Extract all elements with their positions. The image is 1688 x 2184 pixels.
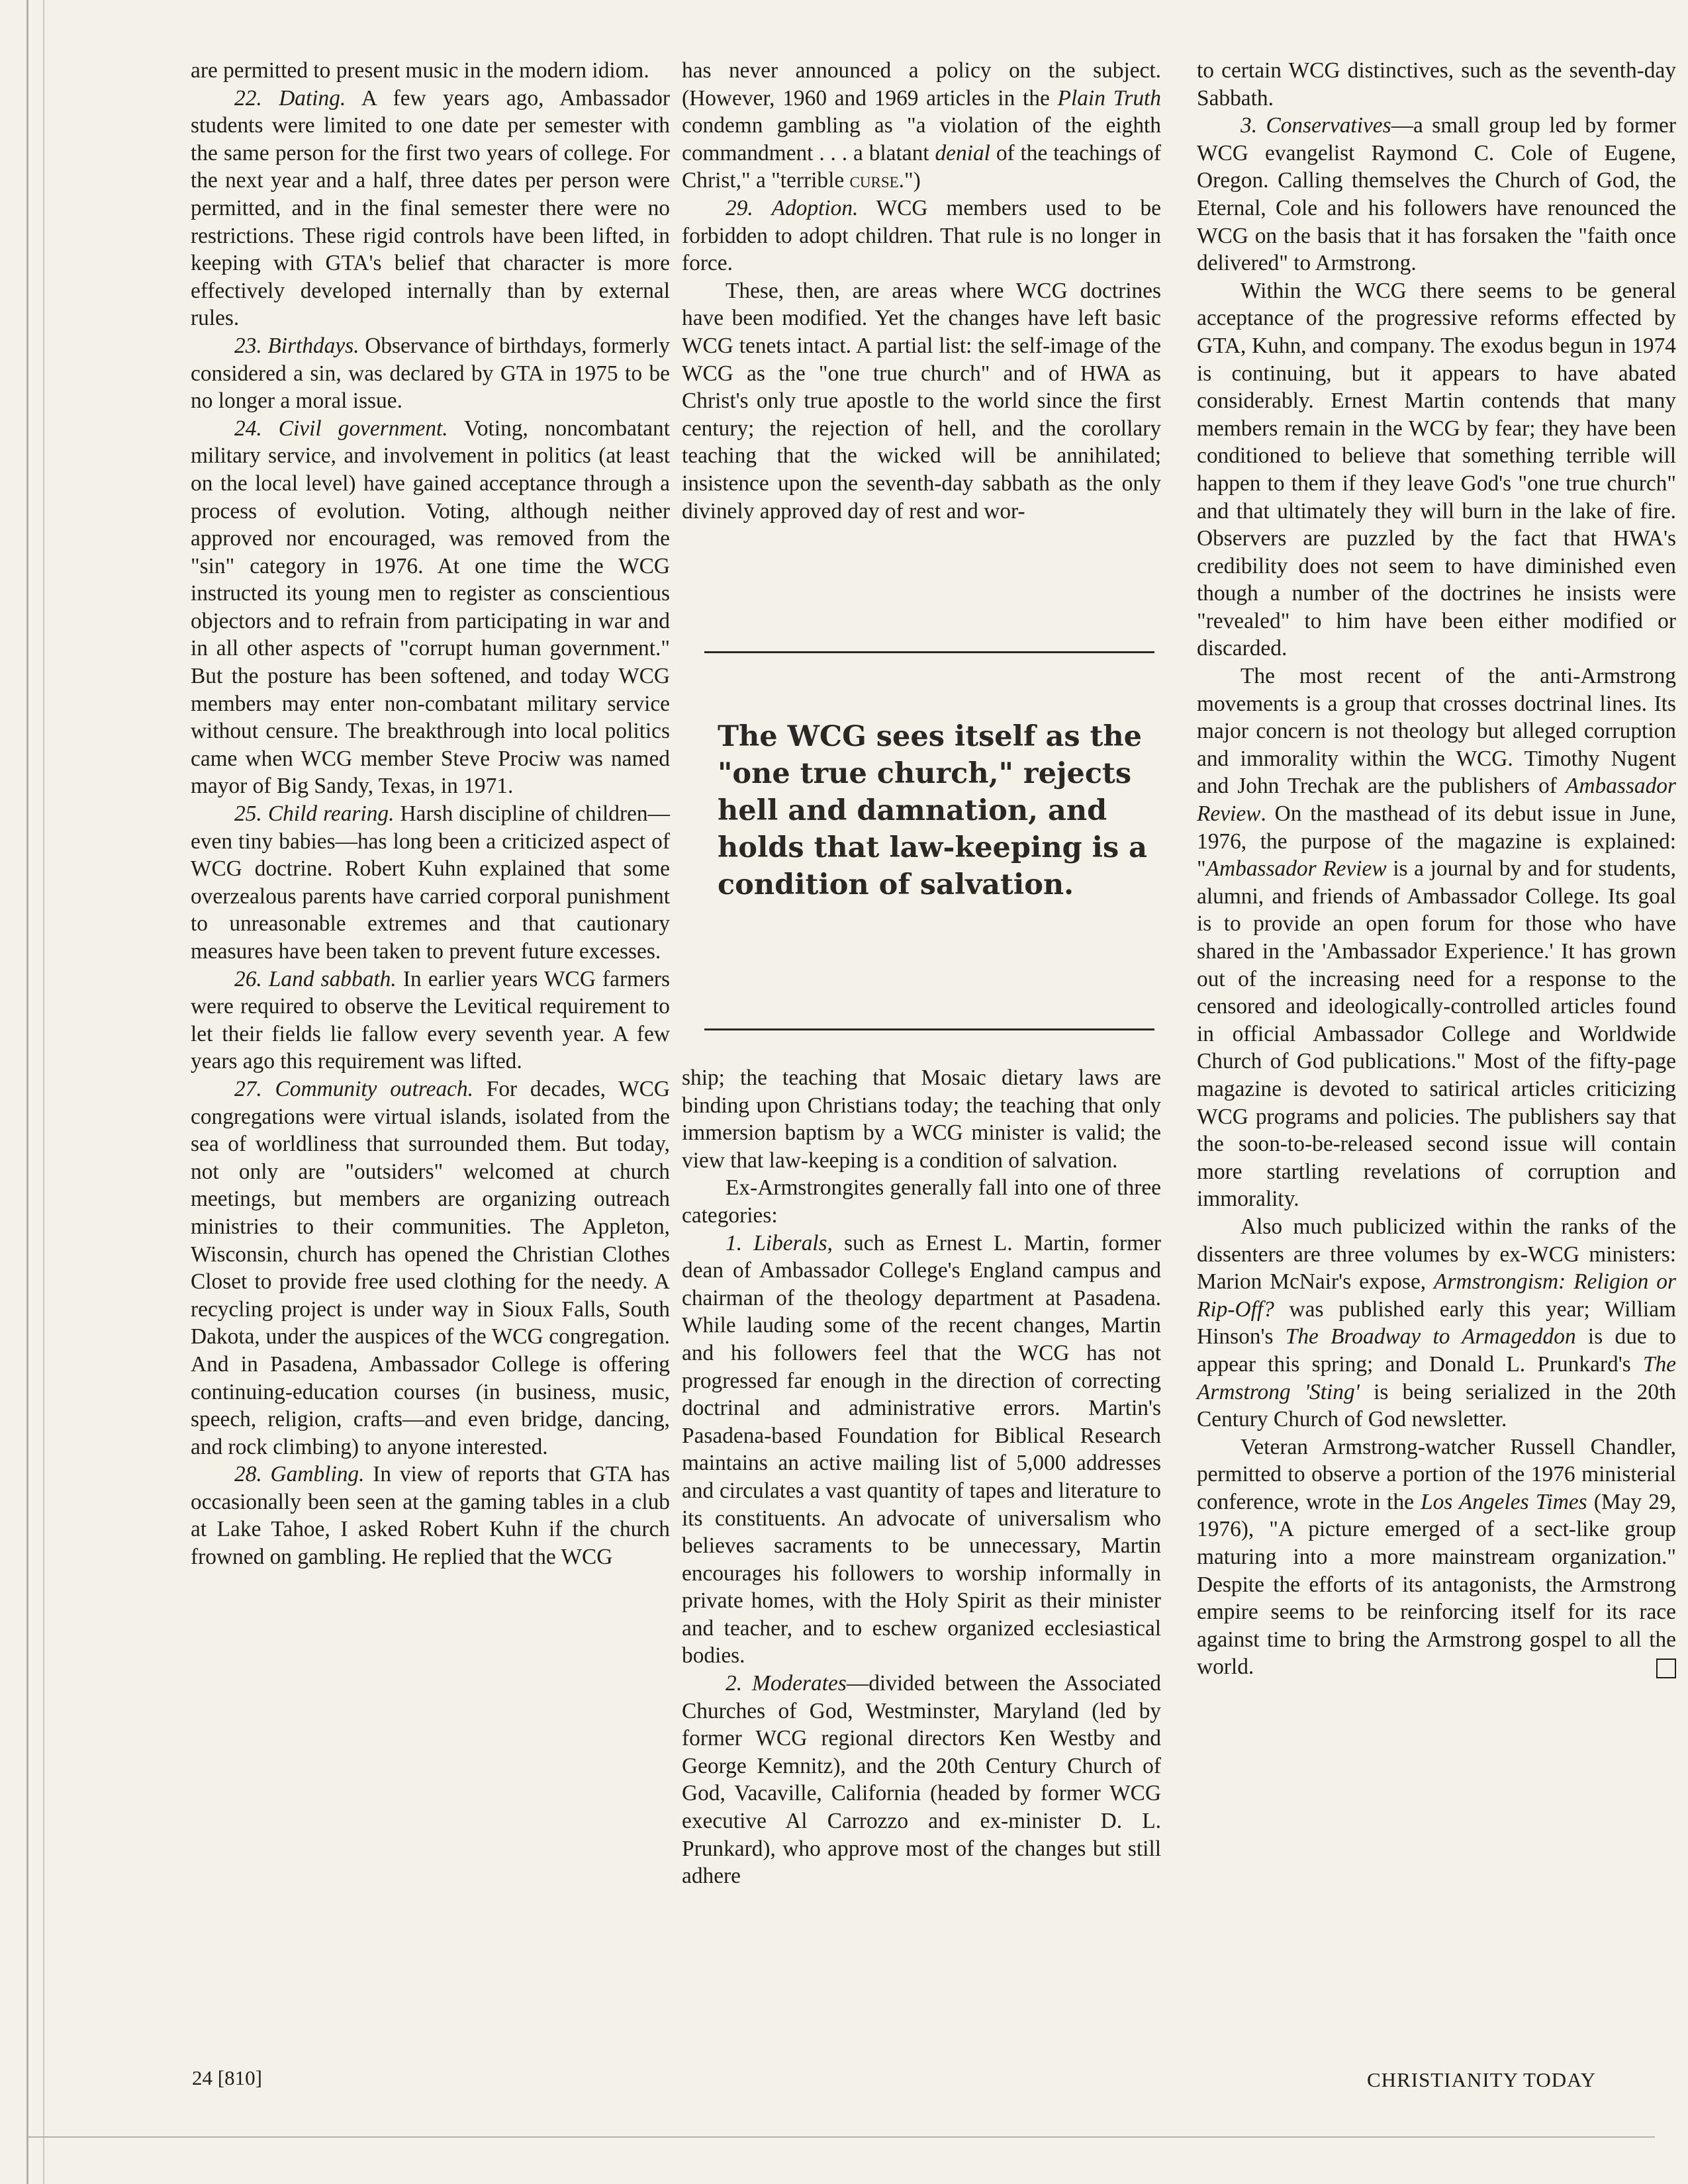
paragraph: are permitted to present music in the modern idiom. [191,58,649,83]
pull-quote-bottom-rule [704,1028,1154,1030]
paragraph: Also much publicized within the ranks of the dissenters are three volumes by ex-WCG ministers: Marion McNair's expose, Armstrongism: Religion or Rip-Off? was published early this year; William Hinson's The Broadway to Armageddon is due to appear this spring; and Donald L. Prunkard's The Armstrong 'Sting' is being serialized in the 20th Century Church of God newsletter. [1197,1214,1677,1432]
page-spine [26,0,44,2184]
paragraph: Veteran Armstrong-watcher Russell Chandler, permitted to observe a portion of the 1976 ministerial conference, wrote in the Los Angeles Times (May 29, 1976), "A picture emerged of a sect-like group maturing into a more mainstream organization." Despite the efforts of its antagonists, the Armstrong empire seems to be reinforcing itself for its race against time to bring the Armstrong gospel to all the world. [1197,1434,1677,1680]
paragraph: to certain WCG distinctives, such as the seventh-day Sabbath. [1197,58,1676,111]
column-1 [191,57,670,1571]
paragraph: These, then, are areas where WCG doctrines have been modified. Yet the changes have left basic WCG tenets intact. A partial list: the self-image of the WCG as the "one true church" and of HWA as Christ's only true apostle to the world since the first century; the rejection of hell, and the corollary teaching that the wicked will be annihilated; insistence upon the seventh-day sabbath as the only divinely approved day of rest and wor- [682,278,1161,523]
magazine-name: CHRISTIANITY TODAY [1367,2068,1597,2091]
page-edge [26,2136,1655,2138]
paragraph: 23. Birthdays. Observance of birthdays, formerly considered a sin, was declared by GTA in 1975 to be no longer a moral issue. [191,333,670,414]
paragraph: Ex-Armstrongites generally fall into one of three categories: [682,1175,1161,1228]
paragraph: 24. Civil government. Voting, noncombatant military service, and involvement in politics (at least on the local level) have gained acceptance through a process of evolution. Voting, although neither approved nor encouraged, was removed from the "sin" category in 1976. At one time the WCG instructed its young men to register as conscientious objectors and to refrain from participating in war and in all other aspects of "corrupt human government." But the posture has been softened, and today WCG members may enter non-combatant military service without censure. The breakthrough into local politics came when WCG member Steve Prociw was named mayor of Big Sandy, Texas, in 1971. [191,416,670,799]
paragraph: 26. Land sabbath. In earlier years WCG farmers were required to observe the Levitical requirement to let their fields lie fallow every seventh year. A few years ago this requirement was lifted. [191,966,670,1074]
paragraph: Within the WCG there seems to be general acceptance of the progressive reforms effected by GTA, Kuhn, and company. The exodus begun in 1974 is continuing, but it appears to have abated considerably. Ernest Martin contends that many members remain in the WCG by fear; they have been conditioned to believe that something terrible will happen to them if they leave God's "one true church" and that ultimately they will burn in the lake of fire. Observers are puzzled by the fact that HWA's credibility does not seem to have diminished even though a number of the doctrines he insists were "revealed" to him have been either modified or discarded. [1197,278,1676,661]
paragraph: 22. Dating. A few years ago, Ambassador students were limited to one date per semester with the same person for the first two years of college. For the next year and a half, three dates per person were permitted, and in the final semester there were no restrictions. These rigid controls have been lifted, in keeping with GTA's belief that character is more effectively developed internally than by external rules. [191,85,670,331]
paragraph: 2. Moderates—divided between the Associated Churches of God, Westminster, Maryland (led by former WCG regional directors Ken Westby and George Kemnitz), and the 20th Century Church of God, Vacaville, California (headed by former WCG executive Al Carrozzo and ex-minister D. L. Prunkard), who approve most of the changes but still adhere [682,1671,1161,1889]
end-mark-icon [1656,1659,1676,1678]
column-3 [1197,57,1676,1681]
pull-quote: The WCG sees itself as the "one true church," rejects hell and damnation, and holds that law-keeping is a condition of salvation. [718,720,1147,901]
paragraph: 3. Conservatives—a small group led by former WCG evangelist Raymond C. Cole of Eugene, Oregon. Calling themselves the Church of God, the Eternal, Cole and his followers have renounced the WCG on the basis that it has forsaken the "faith once delivered" to Armstrong. [1197,113,1676,276]
paragraph: 27. Community outreach. For decades, WCG congregations were virtual islands, isolated from the sea of worldliness that surrounded them. But today, not only are "outsiders" welcomed at church meetings, but members are organizing outreach ministries to their communities. The Appleton, Wisconsin, church has opened the Christian Clothes Closet to provide free used clothing for the needy. A recycling project is under way in Sioux Falls, South Dakota, under the auspices of the WCG congregation. And in Pasadena, Ambassador College is offering continuing-education courses (in business, music, speech, religion, crafts—and even bridge, dancing, and rock climbing) to anyone interested. [191,1076,670,1459]
pull-quote-top-rule [704,651,1154,653]
paragraph: 1. Liberals, such as Ernest L. Martin, former dean of Ambassador College's England campus and chairman of the theology department at Pasadena. While lauding some of the recent changes, Martin and his followers feel that the WCG has not progressed far enough in the direction of correcting doctrinal and administrative errors. Martin's Pasadena-based Foundation for Biblical Research maintains an active mailing list of 5,000 addresses and circulates a vast quantity of tapes and literature to its constituents. An advocate of universalism who believes sacraments to be unnecessary, Martin encourages his followers to worship informally in private homes, with the Holy Spirit as their minister and teacher, and to eschew organized ecclesiastical bodies. [682,1230,1161,1668]
paragraph: has never announced a policy on the subject. (However, 1960 and 1969 articles in the Plain Truth condemn gambling as "a violation of the eighth commandment . . . a blatant denial of the teachings of Christ," a "terrible curse.") [682,58,1162,193]
paragraph: The most recent of the anti-Armstrong movements is a group that crosses doctrinal lines. Its major concern is not theology but alleged corruption and immorality within the WCG. Timothy Nugent and John Trechak are the publishers of Ambassador Review. On the masthead of its debut issue in June, 1976, the purpose of the magazine is explained: "Ambassador Review is a journal by and for students, alumni, and friends of Ambassador College. Its goal is to provide an open forum for those who have shared in the 'Ambassador Experience.' It has grown out of the increasing need for a response to the censored and ideologically-controlled articles found in official Ambassador College and Worldwide Church of God publications." Most of the fifty-page magazine is devoted to satirical articles criticizing WCG programs and policies. The publishers say that the soon-to-be-released second issue will contain more startling revelations of corruption and immorality. [1197,664,1676,1212]
paragraph: 25. Child rearing. Harsh discipline of children—even tiny babies—has long been a criticized aspect of WCG doctrine. Robert Kuhn explained that some overzealous parents have carried corporal punishment to unreasonable extremes and that cautionary measures have been taken to prevent future excesses. [191,801,670,964]
paragraph: 28. Gambling. In view of reports that GTA has occasionally been seen at the gaming tables in a club at Lake Tahoe, I asked Robert Kuhn if the church frowned on gambling. He replied that the WCG [191,1462,670,1570]
page-number: 24 [810] [192,2066,262,2089]
column-2-top [682,57,1161,525]
paragraph: 29. Adoption. WCG members used to be forbidden to adopt children. That rule is no longer in force. [682,195,1161,276]
column-2-bottom [682,1064,1161,1890]
paragraph: ship; the teaching that Mosaic dietary laws are binding upon Christians today; the teaching that only immersion baptism by a WCG minister is valid; the view that law-keeping is a condition of salvation. [682,1066,1161,1173]
